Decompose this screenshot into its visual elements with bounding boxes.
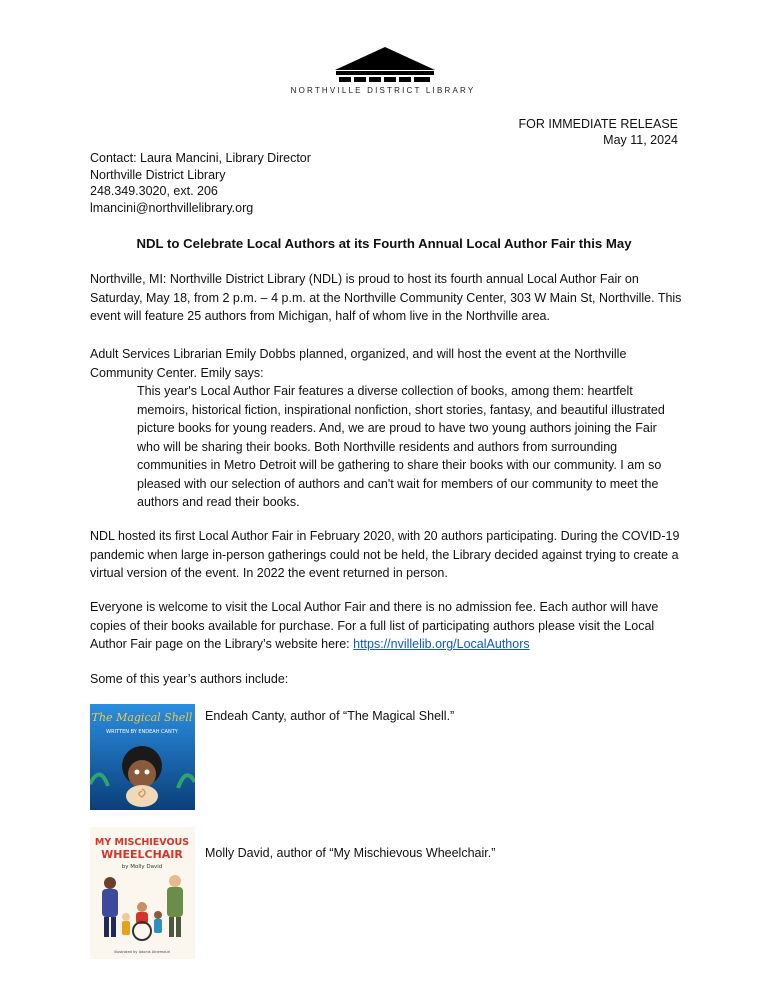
local-authors-link[interactable]: https://nvillelib.org/LocalAuthors (353, 637, 530, 651)
paragraph-host: Adult Services Librarian Emily Dobbs planned, organized, and will host the event at the Northville Community Center. Emily says: (90, 347, 627, 380)
quote-block: This year's Local Author Fair features a diverse collection of books, among them: heartfelt memoirs, historical fiction, inspirational nonfiction, short stories, fantasy, and beautiful illustrated picture books for young readers. And, we are proud to have two young authors joining the Fair who will be sharing their books. Both Northville residents and authors from surrounding communities in Metro Detroit will be gathering to share their books with our community. I am so pleased with our selection of authors and can't wait for members of our community to meet the authors and read their books. (137, 384, 665, 509)
headline: NDL to Celebrate Local Authors at its Fourth Annual Local Author Fair this May (136, 236, 632, 251)
author-caption-2: Molly David, author of “My Mischievous Wheelchair.” (205, 846, 496, 860)
release-date: May 11, 2024 (603, 133, 678, 147)
cover-title-line1: MY MISCHIEVOUS (94, 837, 190, 848)
cover-byline-wheelchair: by Molly David (121, 864, 163, 870)
cover-title-magical-shell: The Magical Shell (91, 711, 193, 724)
cover-byline-magical-shell: WRITTEN BY ENDEAH CANTY (106, 729, 178, 735)
cover-title-line2: WHEELCHAIR (101, 848, 183, 861)
paragraph-visit-text: Everyone is welcome to visit the Local Author Fair and there is no admission fee. Each author will have copies of their books available for purchase. For a full list of participating authors please visit the Local Author Fair page on the Library’s website here: (90, 600, 659, 651)
contact-name: Contact: Laura Mancini, Library Director (90, 151, 311, 165)
author-caption-1: Endeah Canty, author of “The Magical Shell.” (205, 709, 455, 723)
contact-block (90, 150, 311, 216)
library-logo-name: NORTHVILLE DISTRICT LIBRARY (290, 86, 476, 95)
book-cover-magical-shell (90, 704, 195, 810)
paragraph-intro: Northville, MI: Northville District Library (NDL) is proud to host its fourth annual Local Author Fair on Saturday, May 18, from 2 p.m. – 4 p.m. at the Northville Community Center, 303 W Main St, Northville. This event will feature 25 authors from Michigan, half of whom live in the Northville area. (90, 272, 682, 323)
contact-organization: Northville District Library (90, 167, 226, 182)
contact-email: lmancini@northvillelibrary.org (90, 200, 254, 215)
paragraph-visit (90, 598, 685, 654)
paragraph-history: NDL hosted its first Local Author Fair in February 2020, with 20 authors participating. During the COVID-19 pandemic when large in-person gatherings could not be held, the Library decided against trying to create a virtual version of the event. In 2022 the event returned in person. (90, 529, 680, 580)
paragraph-authors-intro: Some of this year’s authors include: (90, 672, 289, 686)
release-label: FOR IMMEDIATE RELEASE (518, 117, 678, 131)
cover-footer-wheelchair: illustrated by Adonis Alnemouri (113, 950, 171, 954)
contact-phone: 248.349.3020, ext. 206 (90, 184, 218, 198)
release-block (518, 116, 678, 148)
book-cover-mischievous-wheelchair (90, 827, 195, 959)
